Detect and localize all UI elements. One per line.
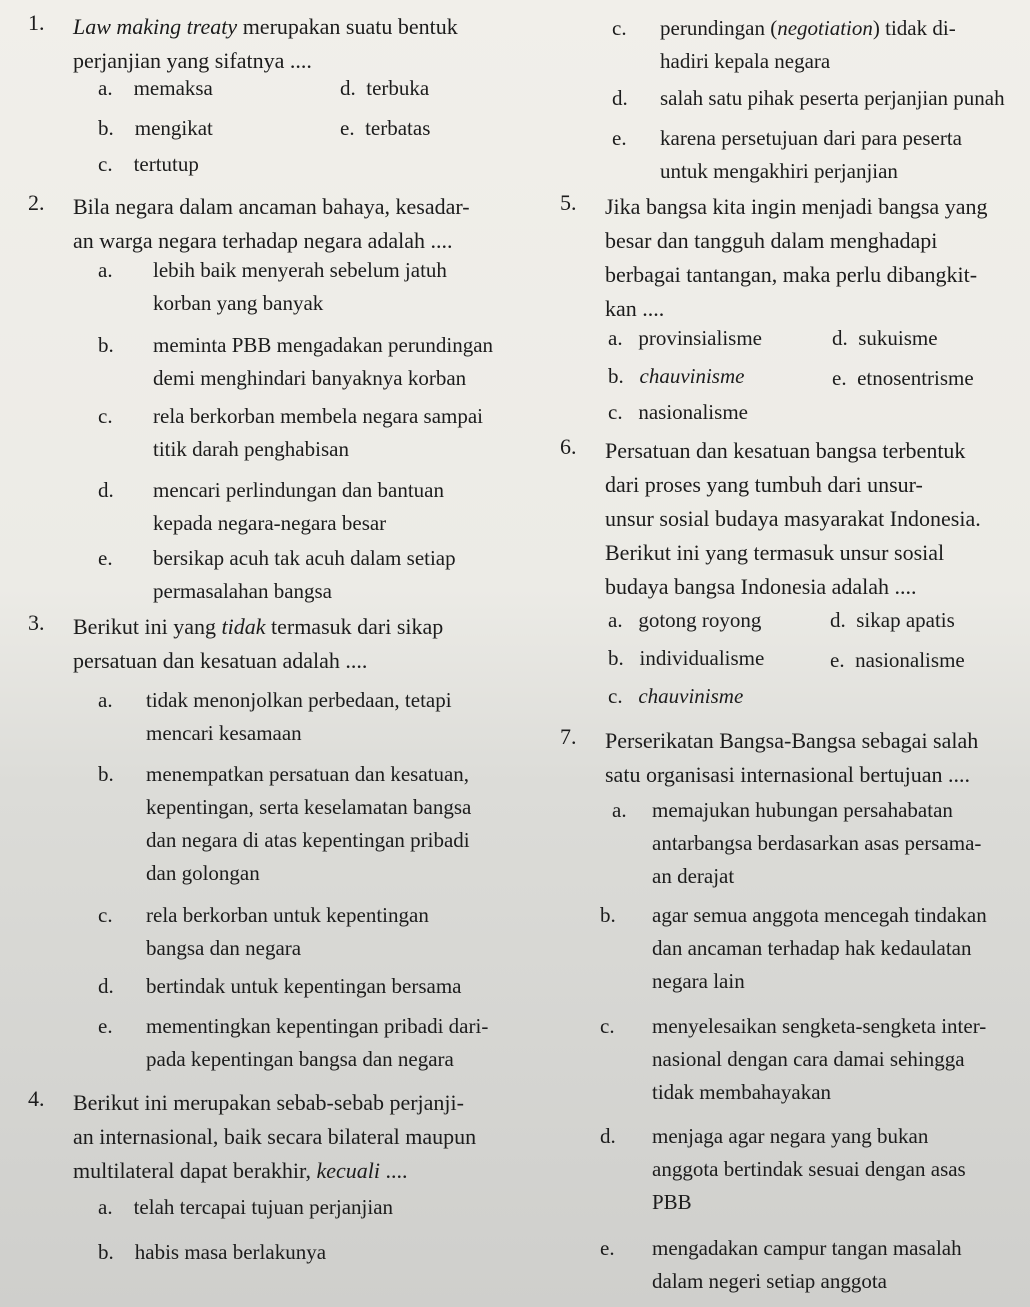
option-line: kepada negara-negara besar — [153, 511, 387, 535]
option-text: sukuisme — [858, 326, 938, 350]
stem-line-1: Persatuan dan kesatuan bangsa terbentuk — [605, 438, 966, 463]
question-stem — [605, 190, 1016, 326]
option-label: a. — [98, 258, 113, 282]
option-6a[interactable] — [608, 608, 761, 633]
option-7b[interactable] — [652, 899, 1020, 998]
stem-line-3 — [73, 1154, 543, 1188]
option-1c[interactable] — [98, 152, 199, 177]
option-label: b. — [98, 116, 114, 140]
option-label: b. — [608, 646, 624, 670]
option-label: c. — [612, 16, 627, 40]
option-line: bertindak untuk kepentingan bersama — [146, 974, 462, 998]
option-line: bersikap acuh tak acuh dalam setiap — [153, 546, 456, 570]
option-label: b. — [98, 762, 114, 786]
stem-line-3: unsur sosial budaya masyarakat Indonesia. — [605, 506, 981, 531]
option-line: rela berkorban membela negara sampai — [153, 404, 484, 428]
option-line: bangsa dan negara — [146, 936, 302, 960]
option-line: dan ancaman terhadap hak kedaulatan — [652, 936, 972, 960]
option-label: e. — [98, 1014, 113, 1038]
question-number: 4. — [28, 1086, 45, 1111]
option-text: chauvinisme — [638, 684, 744, 708]
option-text: mengikat — [134, 116, 213, 140]
option-line — [660, 12, 1016, 45]
option-text: habis masa berlakunya — [134, 1240, 327, 1264]
option-5e[interactable] — [832, 366, 974, 391]
option-label: d. — [98, 974, 114, 998]
stem-line-3: berbagai tantangan, maka perlu dibangkit- — [605, 262, 978, 287]
option-line: untuk mengakhiri perjanjian — [660, 159, 898, 183]
option-label: d. — [832, 326, 848, 350]
option-line: salah satu pihak peserta perjanjian punah — [660, 86, 1005, 110]
option-label: d. — [830, 608, 846, 632]
option-label: e. — [612, 126, 627, 150]
option-3e[interactable] — [146, 1010, 538, 1076]
option-label: d. — [340, 76, 356, 100]
option-7d[interactable] — [652, 1120, 1020, 1219]
question-stem — [73, 610, 543, 678]
stem-italic-term: tidak — [221, 614, 266, 639]
stem-part: termasuk dari sikap — [265, 614, 444, 639]
option-4b[interactable] — [98, 1240, 326, 1265]
option-5d[interactable] — [832, 326, 938, 351]
option-7e[interactable] — [652, 1232, 1020, 1298]
option-line: agar semua anggota mencegah tindakan — [652, 903, 987, 927]
option-1d[interactable] — [340, 76, 429, 101]
question-number: 1. — [28, 10, 45, 35]
option-line: mementingkan kepentingan pribadi dari- — [146, 1014, 489, 1038]
option-line: PBB — [652, 1190, 692, 1214]
option-label: b. — [608, 364, 624, 388]
option-label: c. — [600, 1014, 615, 1038]
option-label: d. — [600, 1124, 616, 1148]
option-1c-alt[interactable] — [660, 12, 1016, 78]
stem-line-4: kan .... — [605, 296, 665, 321]
stem-line-1: Bila negara dalam ancaman bahaya, kesadar- — [73, 194, 470, 219]
option-text: sikap apatis — [856, 608, 955, 632]
stem-line-1: Jika bangsa kita ingin menjadi bangsa yang — [605, 194, 988, 219]
option-2b[interactable] — [153, 329, 538, 395]
option-label: b. — [98, 333, 114, 357]
option-label: b. — [600, 903, 616, 927]
option-2a[interactable] — [153, 254, 538, 320]
option-1b[interactable] — [98, 116, 213, 141]
option-line: memajukan hubungan persahabatan — [652, 798, 953, 822]
option-line: tidak membahayakan — [652, 1080, 832, 1104]
option-text: individualisme — [639, 646, 765, 670]
option-label: c. — [608, 684, 623, 708]
question-number: 2. — [28, 190, 45, 215]
option-label: e. — [340, 116, 355, 140]
option-label: c. — [98, 152, 113, 176]
option-6c[interactable] — [608, 684, 743, 709]
option-6b[interactable] — [608, 646, 764, 671]
option-line: rela berkorban untuk kepentingan — [146, 903, 429, 927]
option-line: permasalahan bangsa — [153, 579, 333, 603]
option-1e-alt[interactable] — [660, 122, 1016, 188]
option-4a[interactable] — [98, 1195, 393, 1220]
option-label: e. — [600, 1236, 615, 1260]
option-text: telah tercapai tujuan perjanjian — [133, 1195, 394, 1219]
option-line: dan golongan — [146, 861, 260, 885]
question-stem — [73, 190, 543, 258]
option-text: terbatas — [365, 116, 431, 140]
question-stem — [605, 724, 1022, 792]
option-5c[interactable] — [608, 400, 748, 425]
option-line: anggota bertindak sesuai dengan asas — [652, 1157, 966, 1181]
stem-part: Berikut ini yang — [73, 614, 222, 639]
stem-line-1: Berikut ini merupakan sebab-sebab perjanji- — [73, 1090, 464, 1115]
option-line: dalam negeri setiap anggota — [652, 1269, 887, 1293]
question-number: 7. — [560, 724, 577, 749]
option-label: a. — [98, 688, 113, 712]
question-number: 6. — [560, 434, 577, 459]
option-text: etnosentrisme — [857, 366, 974, 390]
option-label: a. — [608, 326, 623, 350]
stem-line-1: Perserikatan Bangsa-Bangsa sebagai salah — [605, 728, 979, 753]
option-2e[interactable] — [153, 542, 538, 608]
stem-line-2: an warga negara terhadap negara adalah .... — [73, 228, 453, 253]
option-line: korban yang banyak — [153, 291, 324, 315]
option-line: hadiri kepala negara — [660, 49, 831, 73]
option-label: c. — [98, 903, 113, 927]
option-line: negara lain — [652, 969, 745, 993]
option-7a[interactable] — [652, 794, 1020, 893]
option-line: lebih baik menyerah sebelum jatuh — [153, 258, 447, 282]
option-label: a. — [608, 608, 623, 632]
option-2c[interactable] — [153, 400, 538, 466]
option-3d[interactable] — [146, 970, 538, 1003]
stem-part: multilateral dapat berakhir, — [73, 1158, 317, 1183]
option-label: c. — [98, 404, 113, 428]
option-line: menyelesaikan sengketa-sengketa inter- — [652, 1014, 987, 1038]
option-text: nasionalisme — [855, 648, 965, 672]
option-line: karena persetujuan dari para peserta — [660, 126, 962, 150]
stem-line-2: besar dan tangguh dalam menghadapi — [605, 228, 938, 253]
text-part: perundingan ( — [660, 16, 778, 40]
option-line: antarbangsa berdasarkan asas persama- — [652, 831, 982, 855]
option-label: d. — [98, 478, 114, 502]
option-7c[interactable] — [652, 1010, 1020, 1109]
option-line: tidak menonjolkan perbedaan, tetapi — [146, 688, 452, 712]
stem-italic-term: kecuali — [316, 1158, 380, 1183]
option-label: a. — [612, 798, 627, 822]
option-text: memaksa — [133, 76, 213, 100]
question-stem — [605, 434, 1022, 604]
option-line: titik darah penghabisan — [153, 437, 349, 461]
stem-line-5: budaya bangsa Indonesia adalah .... — [605, 574, 917, 599]
option-3b[interactable] — [146, 758, 538, 890]
question-number: 3. — [28, 610, 45, 635]
option-3c[interactable] — [146, 899, 538, 965]
option-line: menjaga agar negara yang bukan — [652, 1124, 929, 1148]
stem-italic-term: Law making treaty — [73, 14, 238, 39]
option-line: an derajat — [652, 864, 735, 888]
stem-line-2: perjanjian yang sifatnya .... — [73, 48, 312, 73]
option-line: kepentingan, serta keselamatan bangsa — [146, 795, 472, 819]
question-stem — [73, 1086, 543, 1188]
stem-part: .... — [380, 1158, 408, 1183]
option-line: pada kepentingan bangsa dan negara — [146, 1047, 454, 1071]
option-line: mengadakan campur tangan masalah — [652, 1236, 962, 1260]
option-label: a. — [98, 1195, 113, 1219]
option-5b[interactable] — [608, 364, 744, 389]
stem-line-2: dari proses yang tumbuh dari unsur- — [605, 472, 923, 497]
option-text: gotong royong — [638, 608, 762, 632]
option-label: d. — [612, 86, 628, 110]
option-label: c. — [608, 400, 623, 424]
stem-line-1 — [73, 10, 543, 44]
option-6d[interactable] — [830, 608, 955, 633]
option-text: terbuka — [366, 76, 430, 100]
option-2d[interactable] — [153, 474, 538, 540]
option-label: e. — [830, 648, 845, 672]
option-3a[interactable] — [146, 684, 538, 750]
option-label: a. — [98, 76, 113, 100]
question-stem — [73, 10, 543, 78]
italic-term: negotiation — [777, 16, 873, 40]
option-line: mencari kesamaan — [146, 721, 302, 745]
option-1a[interactable] — [98, 76, 213, 101]
option-text: nasionalisme — [638, 400, 748, 424]
option-6e[interactable] — [830, 648, 965, 673]
question-number: 5. — [560, 190, 577, 215]
option-line: nasional dengan cara damai sehingga — [652, 1047, 965, 1071]
stem-line-2: persatuan dan kesatuan adalah .... — [73, 648, 368, 673]
option-5a[interactable] — [608, 326, 762, 351]
option-text: chauvinisme — [639, 364, 745, 388]
text-part: ) tidak di- — [872, 16, 956, 40]
option-line: demi menghindari banyaknya korban — [153, 366, 467, 390]
option-text: provinsialisme — [638, 326, 762, 350]
stem-line-4: Berikut ini yang termasuk unsur sosial — [605, 540, 945, 565]
stem-line-1-rest: merupakan suatu bentuk — [237, 14, 458, 39]
stem-line-2: an internasional, baik secara bilateral maupun — [73, 1124, 477, 1149]
option-line: menempatkan persatuan dan kesatuan, — [146, 762, 470, 786]
option-label: e. — [832, 366, 847, 390]
option-line: mencari perlindungan dan bantuan — [153, 478, 444, 502]
stem-line-2: satu organisasi internasional bertujuan .... — [605, 762, 970, 787]
option-label: b. — [98, 1240, 114, 1264]
option-label: e. — [98, 546, 113, 570]
stem-line-1 — [73, 610, 543, 644]
option-text: tertutup — [133, 152, 199, 176]
option-1d-alt[interactable] — [660, 82, 1022, 115]
option-line: dan negara di atas kepentingan pribadi — [146, 828, 470, 852]
option-1e[interactable] — [340, 116, 430, 141]
option-line: meminta PBB mengadakan perundingan — [153, 333, 494, 357]
